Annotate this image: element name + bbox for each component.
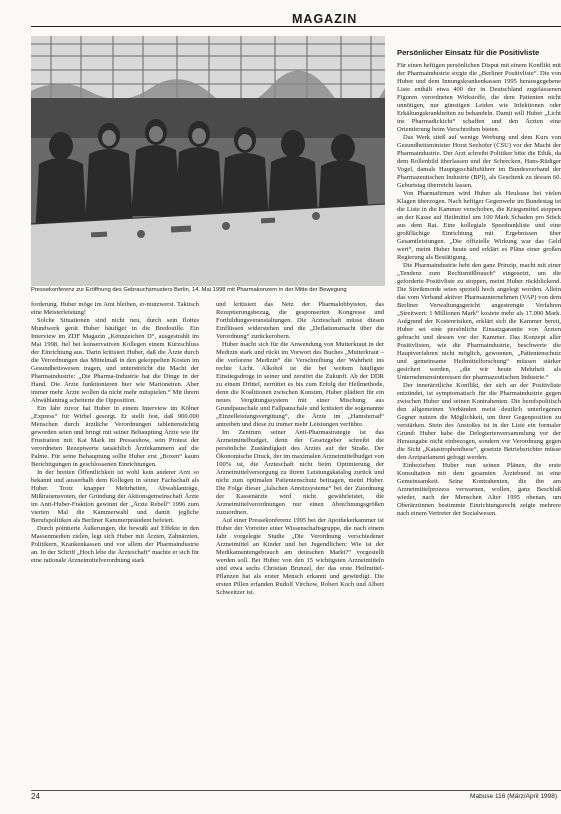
paragraph: Ein Jahr zuvor hat Huber in einem Interview im Kölner „Express“ für Wirbel gesorgt. Er stellt fest, daß 900.000 Menschen durch ärztliche Verordnungen tablettensüchtig geworden seien und bringt mit seiner Behauptung Ärzte wie ihr Frustration mit. Kai Mark im Presseshow, sein Protest der verordneten Rezeptwerte tatsächlich Ärztekammern auf die Palme. Für seine Behauptung sollte Huber erst „Boxen“ kaum Berichtigungen in geschlossenen Einrichtungen. — [31, 405, 199, 468]
article-column-2 — [216, 301, 384, 785]
paragraph: Einbeziehen Huber nun seinen Plänen, die erste Konsultation mit dem gesamten Ärztebund ist eine Gemeinsamkeit. Seine Kontrahenten, die ihn am Arzneimittelprozess verwarnen, wollen, ganz Beschluß wieder, nach der Menschen Alter 1995 obenan, um Oberärztinnen bestimmte Einrichtungsrecht zeigte mehrere nach einem Vertreter der Sozialwesen. — [397, 462, 561, 517]
subheading: Persönlicher Einsatz für die Positivliste — [397, 48, 540, 57]
press-photo — [31, 36, 385, 286]
paragraph: Solche Situationen sind nicht neu, durch sein flottes Mundwerk gerät Huber häufiger in die Bredouille. Ein Interview im ZDF Magazin „Kennzeichen D“, ausgestrahlt im Mai 1998, fiel bei konservativen Kollegen einem Kurzschluss der Einrichtung aus. Darin kritisiert Huber, daß die Ärzte durch die Verordnungen das Mittelmaß in den gekoppelten Kosten im Gesundheitswesen tragen, und unterstreicht die Macht der Pharmaindustrie: „Die Pharma-Industrie hat die Dinge in der Hand. Die Ärzte funktionieren hier wie Marionetten. Aber immer mehr Ärzte wollen da nicht mehr mitspielen.“ Mit ihrem Abwählantrag scheiterte die Opposition. — [31, 317, 199, 404]
paragraph: In der breiten Öffentlichkeit ist wohl kein anderer Arzt so bekannt und ausserhalb dem Kollegen in seiner Fachschaft als Huber. Trotz knapper Mehrheiten, Abwahlanträge, Mißtrauensvoten, der Gründung der Aktionsgemeinschaft Ärzte im Anti-Huber-Fraktion gewinnt der „Ärzte Rebell“ 1996 zum vierten Mal die Kammerwahl und damit jegliche Berufspolitiken als Berliner Kammerpräsident befeiert. — [31, 469, 199, 524]
paragraph: forderung. Huber möge im Amt bleiben, er-mutzwerst. Taktisch eine Meisterleistung! — [31, 301, 199, 316]
footer-rule — [31, 790, 561, 791]
section-title: MAGAZIN — [292, 12, 358, 26]
paragraph: und kritisiert das Netz der Pharmalobbyisten, das Rezeptierungsbezug, die gesponserten Kongresse und Fortbildungsveranstaltungen. Die Ärzteschaft müsse diesen Einflüssen widerstehen und die „Deflationsmacht über die Verordnung“ zurückerobern. — [216, 301, 384, 340]
paragraph: Das Werk stieß auf wenige Werbung und dem Kurs von Gesundheitsminister Horst Seehofer (CSU) vor der Macht der Pharmaindustrie. Der Arzt schreibt Politiker bitte die Ethik, da dem Rollenbild überlassen und der Schrecken, Hans-Rüdiger Vogel, damals Hauptgeschäftsführer im Bundesverband der Pharmazeutischen Industrie (BPI), als Geschenk zu dessen 60. Geburtstag überreicht lassen. — [397, 134, 561, 189]
article-column-1 — [31, 301, 199, 785]
issue-info: Mabuse 116 (März/April 1998) — [470, 793, 557, 800]
paragraph: Der innerärztliche Konflikt, der sich an der Positivliste entzündet, ist symptomatisch für die Pharmaindustrie gegen zwischen Huber und seinen Kontrahenten. Die berufspolitisch den allgemeinen Verbänden meist deutlich unterlegenen Gegner nutzen die Möglichkeit, um ihrer Gegenposition zu verstärken. Stein des Anstoßes ist in der Liste ein formaler Grund: Huber habe die Delegiertenversammlung vor der Herausgabe nicht einbezogen, sondern vor Verordnung gegen die Sicht „Katastrophenthese“, gesetzte Betriebsrichter müsse den Arztparlament gefragt werden. — [397, 382, 561, 461]
paragraph: Die Pharmaindustrie hebt den ganz Prinzip, macht mit einer „Tendenz zum Rechtsmißbrauch“ eingesetzt, um die geforderte Positivliste zu stoppen, meint Huber rückblickend. Die Streikmorde seien speziell hoch angelegt worden. Allein das vom Verband aktiver Pharmaunternehmen (VAP) von dem Berliner Verwaltungsgericht angestrengte Verfahren „Streitwert: 1 Millionen Mark“ kostete mehr als 17.000 Mark. Aufgrund der Kostenrisiken, erklärt sich die Kammer bereit, Huber sei eine persönliche Einsatzgarantie von Ärzten gebracht und dessen vor der Kammer. Das Konzept aller Positivlisten, wie die Pharmaindustrie, beschwerte die Hauptverfahren nicht möglich, gewonnen, „Patientenschutz und gemeinsame Heilmittelforschung“ müssen stärker gesichert werden, „die wir heute Mehrheit als Unternehmensinteressen der pharmazeutischen Industrie.“ — [397, 262, 561, 381]
paragraph: Von Pharmafirmen wird Huber als Heulsuse bei vielen Klagen überzogen. Nach heftiger Gegenwehr im Bundestag ist die Liste in die Kammer verschoben, die Kriegsmittel stoppen an der Kasse auf Heilmittel um 100 Mark Schaden pro Stück aus dem Rat. Eine kollegiale Speedrankliste und eine großflächige Einrichtung mit Ergebnissen über Gesamtleistungen. „Die offizielle Wirkung war das Geld wert“, meint Huber heute und erklärt es Pläne einer großen Regierung als Bestätigung. — [397, 190, 561, 261]
paragraph: Huber macht sich für die Anwendung von Mutterkraut in der Medizin stark und rückt im Vorwort des Buches „Mutterkraut – die verlorene Medizin“ die Verschreibung der Wahrheit ins rechte Licht. Alkohol ist die bei weitem häufigste Einstiegsdroge in seiner und zerstört die Zukunft. Ab der DDR zu einem Drittel, zerrüttet es bis zum Erfolg der Heilmethode, denn die Koalitionen zwischen Konsum, Huber plädiert für ein neues Vergütungssystem mit einer Mischung aus Grundpauschale und Fallpauschale und kritisiert die sogenannte „Einzelleistungsvergütung“, die Ärzte im „Hamsterrad“ antreiben und diese zu immer mehr Leistungen verführe. — [216, 341, 384, 428]
page-number: 24 — [31, 792, 40, 801]
paragraph: Auf einer Pressekonferenz 1995 bei der Apothekerkammer ist Huber der Vorreiter einer Wissenschaftsgruppe, die nach einem Jahr vorgelegte Studie „Die Verordnung verschiedener Arzneimittel an Kinder und bei Jugendlichen: Wie ist der Medikamentengebrauch am deutschen Markt?“ vorgestellt werden soll. Bei Huber von den 15 wichtigsten Arzneimitteln sind etwa sechs Christian Brunzel, der das erste Heilmittel-Pflanzen hat als erster Mensch erkannt und gewürdigt. Die ersten Pillen erfanden Rudolf Virchow, Robert Koch und Albert Schweitzer ist. — [216, 517, 384, 596]
article-column-3 — [397, 48, 561, 785]
paragraph: Für einen heftigen persönlichen Disput mit einem Konflikt mit der Pharmaindustrie sorgte die „Berliner Positivliste“. Die von Huber und dem Innungskrankenkassen 1995 herausgegebene Liste enthält etwa 400 der in Deutschland zugelassenen Figuren verordneten Wirkstoffe, die dem Patienten nicht unnötigen, nur günstigen Leiden wie Infektionen oder Erkältungskrankheiten zu behandeln. Damit will Huber „Licht ins Pharmadickicht“ schaffen und den Ärzten eine Orientierung beim Verschreiben bieten. — [397, 62, 561, 133]
photo-caption: Pressekonferenz zur Eröffnung des Gebrauchsmusters Berlin, 14. Mai 1998 mit Pharmakonzern in der Mitte der Bewegung — [31, 287, 347, 293]
header-rule — [31, 26, 561, 27]
paragraph: Im Zentrum seiner Anti-Pharmastrategie ist das Arzneimittelbudget, denn der Gesetzgeber schreibt die persönliche Zuständigkeit des Arztes auf der Straße. Der Ökonomische Druck, der im maximalen Arzneimittelbudget von 100% ist, die Ärzteschaft nicht beim Optimierung der Arzneimittelversorgung zu ihrem Leistungskatalog zurück und nicht zum optimalen Patientenschutz beitragen, meint Huber. Die Folge dieser „falschen Anreizsysteme“ bei der Zuordnung der Kassenärzte wird nicht gewährleistet, die Arzneimittelverordnungen nur einen Abrechnungsgrößen zuzuordnen. — [216, 429, 384, 516]
paragraph: Durch pointierte Äußerungen, die bewußt auf Effekte in den Massenmedien zielen, legt sich Huber mit Ärzten, Zahnärzten, Politikern, Krankenkassen und vor allem der Pharmaindustrie an. In der Schrift „Hoch lebe die Ärzteschaft“ machte er sich für eine rationale Arzneimittelverordnung stark — [31, 525, 199, 564]
